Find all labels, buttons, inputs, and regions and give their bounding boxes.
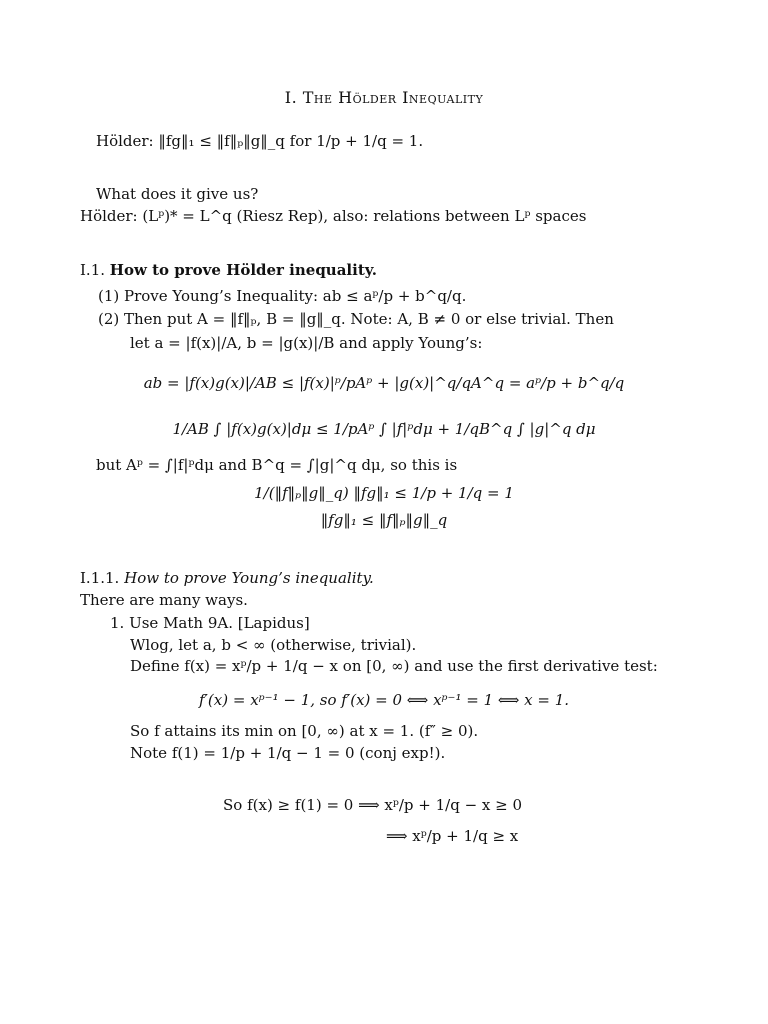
subsection-heading <box>80 570 374 587</box>
integrated-inequality: 1/AB ∫ |f(x)g(x)|dμ ≤ 1/pAᵖ ∫ |f|ᵖdμ + 1/qB^q ∫ |g|^q dμ <box>172 420 596 438</box>
subsection-title: How to prove Young’s inequality. <box>124 569 374 587</box>
subsection-number: I.1.1. <box>80 569 120 587</box>
holder-consequence: Hölder: (Lᵖ)* = L^q (Riesz Rep), also: relations between Lᵖ spaces <box>80 207 587 225</box>
question-text: What does it give us? <box>96 185 259 203</box>
step-two: (2) Then put A = ‖f‖ₚ, B = ‖g‖_q. Note: A, B ≠ 0 or else trivial. Then <box>98 310 614 328</box>
step-one: (1) Prove Young’s Inequality: ab ≤ aᵖ/p + b^q/q. <box>98 287 467 305</box>
norm-substitution-text: but Aᵖ = ∫|f|ᵖdμ and B^q = ∫|g|^q dμ, so this is <box>96 456 458 474</box>
minimum-text: So f attains its min on [0, ∞) at x = 1. (f″ ≥ 0). <box>130 722 479 740</box>
section-number: I.1. <box>80 261 106 279</box>
note-text: Note f(1) = 1/p + 1/q − 1 = 0 (conj exp!). <box>130 744 446 762</box>
young-substitution-equation: ab = |f(x)g(x)|/AB ≤ |f(x)|ᵖ/pAᵖ + |g(x)|^q/qA^q = aᵖ/p + b^q/q <box>143 374 625 392</box>
section-title: How to prove Hölder inequality. <box>109 261 377 279</box>
step-two-continued: let a = |f(x)|/A, b = |g(x)|/B and apply Young’s: <box>130 334 483 352</box>
derivative-equation: f′(x) = xᵖ⁻¹ − 1, so f′(x) = 0 ⟺ xᵖ⁻¹ = 1 ⟺ x = 1. <box>198 691 570 709</box>
implication-line-one: So f(x) ≥ f(1) = 0 ⟹ xᵖ/p + 1/q − x ≥ 0 <box>223 796 523 814</box>
holder-statement: Hölder: ‖fg‖₁ ≤ ‖f‖ₚ‖g‖_q for 1/p + 1/q = 1. <box>96 132 424 150</box>
define-function-text: Define f(x) = xᵖ/p + 1/q − x on [0, ∞) and use the first derivative test: <box>130 657 658 675</box>
section-heading <box>80 262 377 279</box>
wlog-text: Wlog, let a, b < ∞ (otherwise, trivial). <box>130 636 417 654</box>
page-title: I. The Hölder Inequality <box>284 88 484 107</box>
normalized-inequality: 1/(‖f‖ₚ‖g‖_q) ‖fg‖₁ ≤ 1/p + 1/q = 1 <box>254 484 514 502</box>
holder-conclusion: ‖fg‖₁ ≤ ‖f‖ₚ‖g‖_q <box>320 511 448 529</box>
method-one: 1. Use Math 9A. [Lapidus] <box>110 614 310 632</box>
many-ways-text: There are many ways. <box>80 591 248 609</box>
implication-line-two: ⟹ xᵖ/p + 1/q ≥ x <box>386 827 519 845</box>
